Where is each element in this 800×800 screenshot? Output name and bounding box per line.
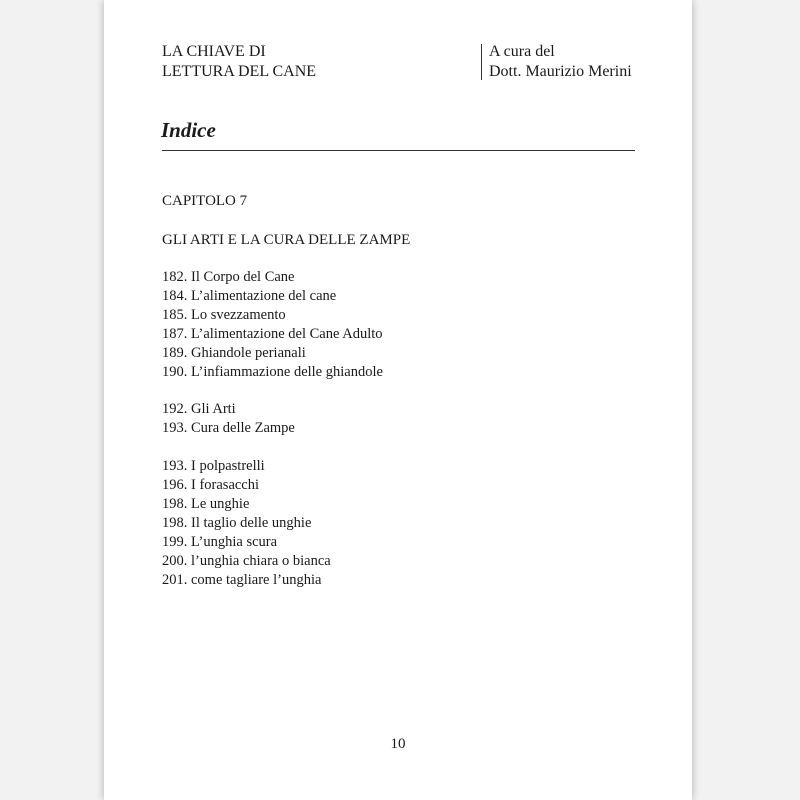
document-page (104, 0, 692, 800)
toc-entry: 187. L’alimentazione del Cane Adulto (162, 326, 383, 342)
book-title-line-1: LA CHIAVE DI (162, 43, 266, 60)
toc-entry: 196. I forasacchi (162, 477, 260, 493)
index-title: Indice (161, 118, 216, 142)
page-number: 10 (390, 736, 406, 752)
toc-entry: 201. come tagliare l’unghia (162, 572, 322, 588)
toc-group-3 (162, 457, 331, 590)
toc-entry: 198. Il taglio delle unghie (162, 515, 312, 531)
toc-entry: 200. l’unghia chiara o bianca (162, 553, 331, 569)
toc-group-2 (162, 400, 295, 438)
title-rule (162, 150, 635, 151)
author-line-1: A cura del (489, 43, 555, 60)
toc-entry: 184. L’alimentazione del cane (162, 288, 337, 304)
author-line-2: Dott. Maurizio Merini (489, 63, 632, 80)
book-title-header (162, 42, 316, 82)
toc-entry: 198. Le unghie (162, 496, 250, 512)
toc-entry: 182. Il Corpo del Cane (162, 269, 295, 285)
book-title-line-2: LETTURA DEL CANE (162, 63, 317, 80)
toc-entry: 185. Lo svezzamento (162, 307, 286, 323)
author-header (489, 42, 632, 82)
toc-group-1 (162, 268, 383, 382)
header-divider (481, 44, 482, 80)
toc-entry: 193. Cura delle Zampe (162, 420, 295, 436)
toc-entry: 192. Gli Arti (162, 401, 236, 417)
chapter-title: GLI ARTI E LA CURA DELLE ZAMPE (162, 232, 411, 248)
chapter-label: CAPITOLO 7 (162, 193, 248, 209)
toc-entry: 189. Ghiandole perianali (162, 345, 306, 361)
toc-entry: 193. I polpastrelli (162, 458, 265, 474)
toc-entry: 199. L’unghia scura (162, 534, 278, 550)
toc-entry: 190. L’infiammazione delle ghiandole (162, 364, 383, 380)
